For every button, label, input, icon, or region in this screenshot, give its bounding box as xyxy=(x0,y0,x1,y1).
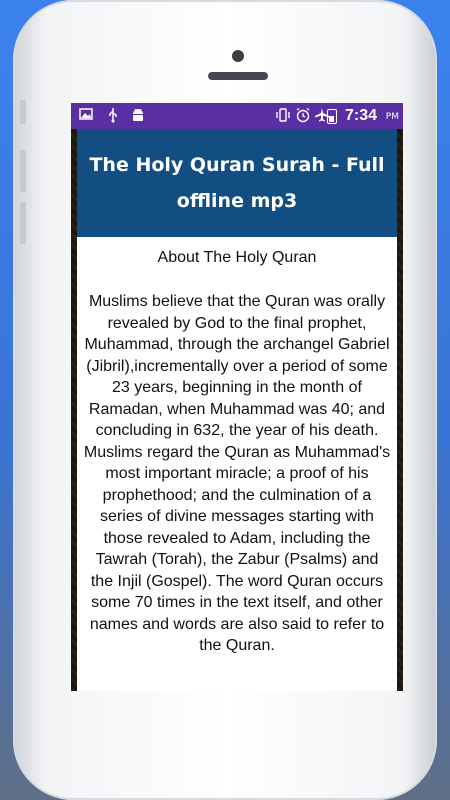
vibrate-icon xyxy=(275,107,291,129)
about-title: About The Holy Quran xyxy=(157,249,317,266)
app-header xyxy=(77,129,397,237)
clock-time: 7:34 xyxy=(344,107,377,124)
earpiece-speaker xyxy=(208,72,268,80)
app-screen xyxy=(71,103,403,691)
phone-frame xyxy=(13,0,437,800)
volume-down-button xyxy=(20,202,26,244)
mute-switch xyxy=(20,100,26,124)
status-bar xyxy=(71,103,403,129)
page-title: The Holy Quran Surah - Full offline mp3 xyxy=(89,154,385,212)
front-camera xyxy=(232,50,244,62)
image-icon xyxy=(79,107,93,127)
android-icon xyxy=(131,107,145,129)
usb-icon xyxy=(107,107,119,129)
about-body: Muslims believe that the Quran was orally revealed by God to the final prophet, Muhammad, through the archangel Gabriel (Jibril),incrementally over a period of some 23 years, beginning in the month of Ramadan, when Muhammad was 40; and concluding in 632, the year of his death. Muslims regard the Quran as Muhammad's most important miracle; a proof of his prophethood; and the culmination of a series of divine messages starting with those revealed to Adam, including the Tawrah (Torah), the Zabur (Psalms) and the Injil (Gospel). The word Quran occurs some 70 times in the text itself, and other names and words are also said to refer to the Quran. xyxy=(83,293,391,654)
content-panel[interactable] xyxy=(77,237,397,691)
clock-suffix: PM xyxy=(385,112,399,122)
battery-icon xyxy=(327,109,337,124)
volume-up-button xyxy=(20,150,26,192)
alarm-icon xyxy=(295,107,311,129)
